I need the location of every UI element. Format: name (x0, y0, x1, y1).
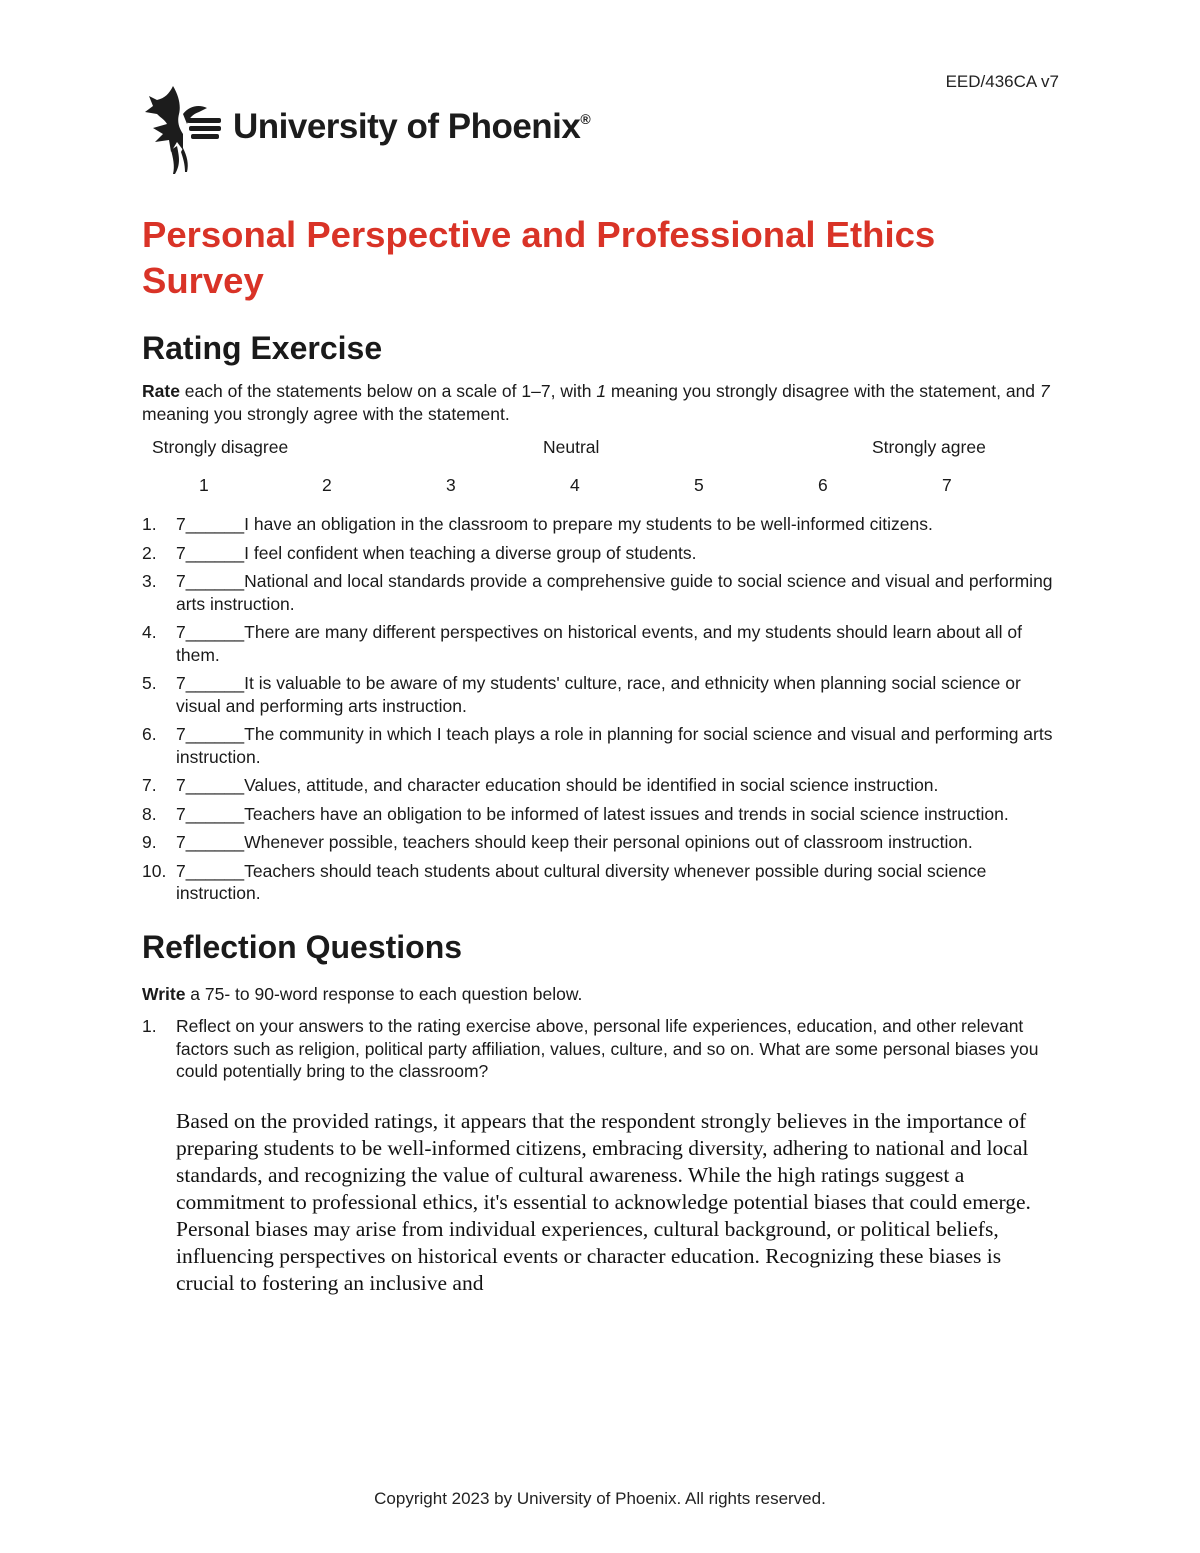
phoenix-bird-icon (143, 84, 223, 176)
logo-wordmark: University of Phoenix® (233, 107, 591, 146)
rating-answer[interactable]: 7 (176, 803, 186, 824)
rating-answer[interactable]: 7 (176, 542, 186, 563)
rating-statements-list (142, 513, 1062, 905)
copyright-footer: Copyright 2023 by University of Phoenix. All rights reserved. (374, 1489, 826, 1508)
university-logo (143, 84, 590, 176)
rating-statement: 6. 7______The community in which I teach plays a role in planning for social science and visual and performing arts instruction. (142, 724, 1053, 767)
rating-answer[interactable]: 7 (176, 514, 186, 534)
rating-statement: 3. 7______National and local standards provide a comprehensive guide to social science and visual and performing arts instruction. (142, 571, 1053, 614)
rating-answer[interactable]: 7 (176, 832, 186, 852)
rating-statement: 5. 7______It is valuable to be aware of my students' culture, race, and ethnicity when planning social science or visual and performing arts instruction. (142, 673, 1021, 716)
scale-labels (142, 437, 1062, 473)
scale-number: 3 (446, 475, 456, 495)
document-body (142, 212, 1062, 1297)
rating-answer[interactable]: 7 (176, 673, 186, 693)
reflection-answer[interactable]: Based on the provided ratings, it appears that the respondent strongly believes in the importance of preparing students to be well-informed citizens, embracing diversity, adhering to national and local standards, and recognizing the value of cultural awareness. While the high ratings suggest a commitment to professional ethics, it's essential to acknowledge potential biases that could emerge. Personal biases may arise from individual experiences, cultural background, or political beliefs, influencing perspectives on historical events or character education. Recognizing these biases is crucial to fostering an inclusive and (176, 1108, 1031, 1295)
rating-statement: 2. 7______I feel confident when teaching a diverse group of students. (142, 542, 697, 563)
reflection-question: 1. Reflect on your answers to the rating exercise above, personal life experiences, education, and other relevant factors such as religion, political party affiliation, values, culture, and so on. What are some personal biases you could potentially bring to the classroom? (142, 1016, 1039, 1081)
reflection-questions-heading: Reflection Questions (142, 928, 463, 965)
document-title: Personal Perspective and Professional Ethics Survey (142, 214, 936, 301)
scale-number: 6 (818, 475, 828, 495)
rating-statement: 1. 7______I have an obligation in the classroom to prepare my students to be well-informed citizens. (142, 514, 933, 534)
scale-number: 7 (942, 475, 952, 495)
rating-answer[interactable]: 7 (176, 622, 186, 642)
scale-label-disagree: Strongly disagree (152, 437, 289, 457)
rating-statement: 4. 7______There are many different perspectives on historical events, and my students should learn about all of them. (142, 622, 1023, 665)
scale-number: 2 (322, 475, 332, 495)
rating-statement: 8. 7______Teachers have an obligation to be informed of latest issues and trends in social science instruction. (142, 803, 1009, 824)
rating-statement: 9. 7______Whenever possible, teachers should keep their personal opinions out of classroom instruction. (142, 832, 973, 852)
scale-numbers (142, 473, 1062, 513)
rating-instructions: Rate each of the statements below on a scale of 1–7, with 1 meaning you strongly disagree with the statement, and 7 meaning you strongly agree with the statement. (142, 381, 1050, 424)
scale-label-neutral: Neutral (543, 437, 600, 457)
scale-number: 4 (570, 475, 580, 495)
rating-statement: 10. 7______Teachers should teach students about cultural diversity whenever possible during social science instruction. (142, 860, 987, 903)
rating-answer[interactable]: 7 (176, 724, 186, 744)
reflection-instructions: Write a 75- to 90-word response to each question below. (142, 983, 583, 1004)
scale-number: 5 (694, 475, 704, 495)
scale-label-agree: Strongly agree (872, 437, 986, 457)
rating-answer[interactable]: 7 (176, 860, 186, 881)
rating-exercise-heading: Rating Exercise (142, 330, 383, 366)
reflection-questions-list (142, 1015, 1062, 1083)
rating-statement: 7. 7______Values, attitude, and character education should be identified in social science instruction. (142, 775, 939, 795)
document-code: EED/436CA v7 (945, 72, 1059, 91)
rating-answer[interactable]: 7 (176, 571, 186, 591)
rating-answer[interactable]: 7 (176, 775, 186, 795)
scale-number: 1 (199, 475, 209, 495)
